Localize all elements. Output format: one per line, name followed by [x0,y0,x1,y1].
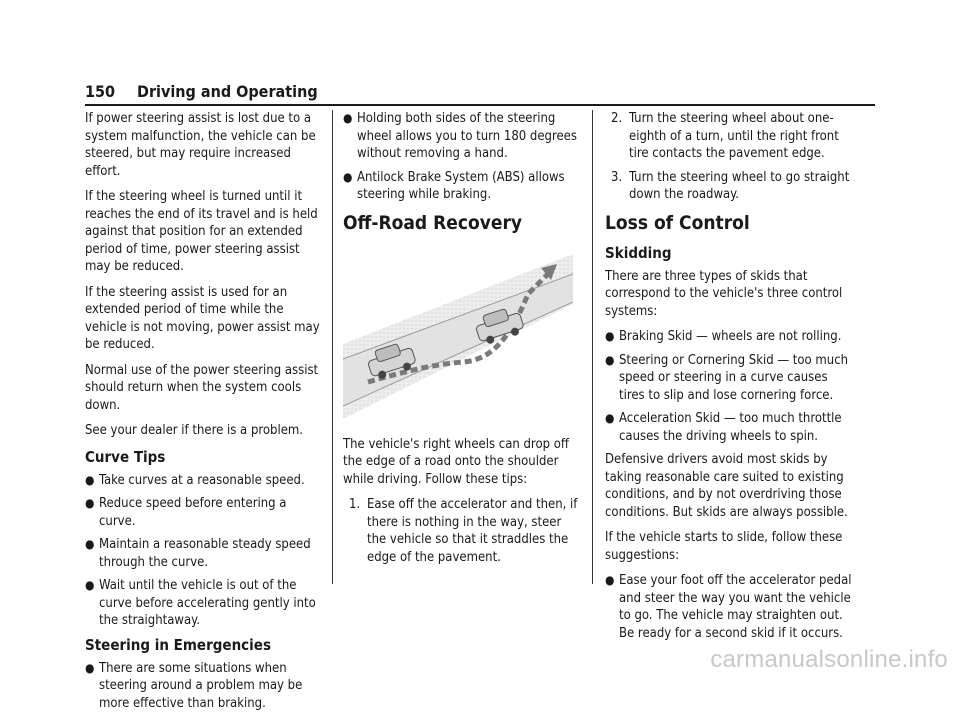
paragraph: If the steering wheel is turned until it reaches the end of its travel and is held against that position for an extended period of time, power steering assist may be reduced. [85,189,318,274]
paragraph: If the vehicle starts to slide, follow these suggestions: [605,530,843,563]
paragraph: If the steering assist is used for an extended period of time while the vehicle is not moving, power assist may be reduced. [85,284,320,352]
list-item: ● Antilock Brake System (ABS) allows steering while braking. [343,169,565,202]
slide-suggestions-list [605,572,855,642]
paragraph: If power steering assist is lost due to a system malfunction, the vehicle can be steered, but may require increased effort. [85,111,316,179]
bullet-icon: ● [343,169,353,184]
bullet-icon: ● [605,329,615,343]
list-item: 2. Turn the steering wheel about one-eighth of a turn, until the right front tire contacts the pavement edge. [611,111,839,161]
paragraph: There are three types of skids that correspond to the vehicle's three control systems: [605,268,843,319]
list-item: ● Acceleration Skid — too much throttle causes the driving wheels to spin. [605,411,842,444]
off-road-recovery-illustration [343,244,573,422]
recovery-steps [343,496,578,566]
list-item: 3. Turn the steering wheel to go straight down the roadway. [611,169,850,202]
paragraph: Defensive drivers avoid most skids by taking reasonable care suited to existing conditions, and by not overdriving those conditions. But skids are always possible. [605,452,848,520]
list-item: ● Maintain a reasonable steady speed through the curve. [85,537,311,570]
column-2 [343,110,578,572]
paragraph: Normal use of the power steering assist should return when the system cools down. [85,362,319,413]
list-item: ● Steering or Cornering Skid — too much speed or steering in a curve causes tires to slip and lose cornering force. [605,352,849,403]
skid-types-list [605,328,855,445]
list-item: ● Take curves at a reasonable speed. [85,472,305,488]
loss-of-control-heading: Loss of Control [605,211,750,234]
page-number: 150 [85,82,116,101]
list-item: ● Reduce speed before entering a curve. [85,496,287,529]
watermark: carmanualsonline.info [710,646,948,673]
bullet-icon: ● [85,537,95,551]
skidding-heading: Skidding [605,243,672,262]
emergencies-list [85,660,325,713]
off-road-recovery-heading: Off-Road Recovery [343,211,523,234]
list-item: ● There are some situations when steering around a problem may be more effective than braking. [85,660,303,711]
list-item: ● Braking Skid — wheels are not rolling. [605,329,842,344]
bullet-icon: ● [605,411,615,425]
steering-emergencies-heading: Steering in Emergencies [85,635,271,654]
column-divider [592,110,593,584]
recovery-steps-continued [605,110,855,204]
list-item: ● Holding both sides of the steering wheel allows you to turn 180 degrees without removing a hand. [343,111,577,161]
bullet-icon: ● [343,111,353,125]
bullet-icon: ● [85,578,95,592]
curve-tips-list [85,472,325,630]
step-number: 1. [349,497,361,512]
bullet-icon: ● [605,573,615,587]
list-item: ● Ease your foot off the accelerator pedal and steer the way you want the vehicle to go. The vehicle may straighten out. Be ready for a second skid if it occurs. [605,573,852,641]
paragraph: The vehicle's right wheels can drop off the edge of a road onto the shoulder while driving. Follow these tips: [343,436,569,487]
column-3 [605,110,855,648]
bullet-icon: ● [85,660,95,675]
column-divider [332,110,333,584]
list-item: ● Wait until the vehicle is out of the curve before accelerating gently into the straightaway. [85,578,316,628]
steering-list-continued [343,110,578,204]
step-number: 2. [611,111,623,126]
bullet-icon: ● [605,352,615,367]
step-number: 3. [611,169,623,185]
car-path-illustration [343,244,573,422]
curve-tips-heading: Curve Tips [85,447,166,466]
paragraph: See your dealer if there is a problem. [85,423,304,438]
bullet-icon: ● [85,496,95,510]
list-item: 1. Ease off the accelerator and then, if there is nothing in the way, steer the vehicle so that it straddles the edge of the pavement. [349,497,578,565]
column-1 [85,110,325,718]
bullet-icon: ● [85,472,95,487]
section-title: Driving and Operating [137,82,318,101]
page-header [85,82,875,106]
